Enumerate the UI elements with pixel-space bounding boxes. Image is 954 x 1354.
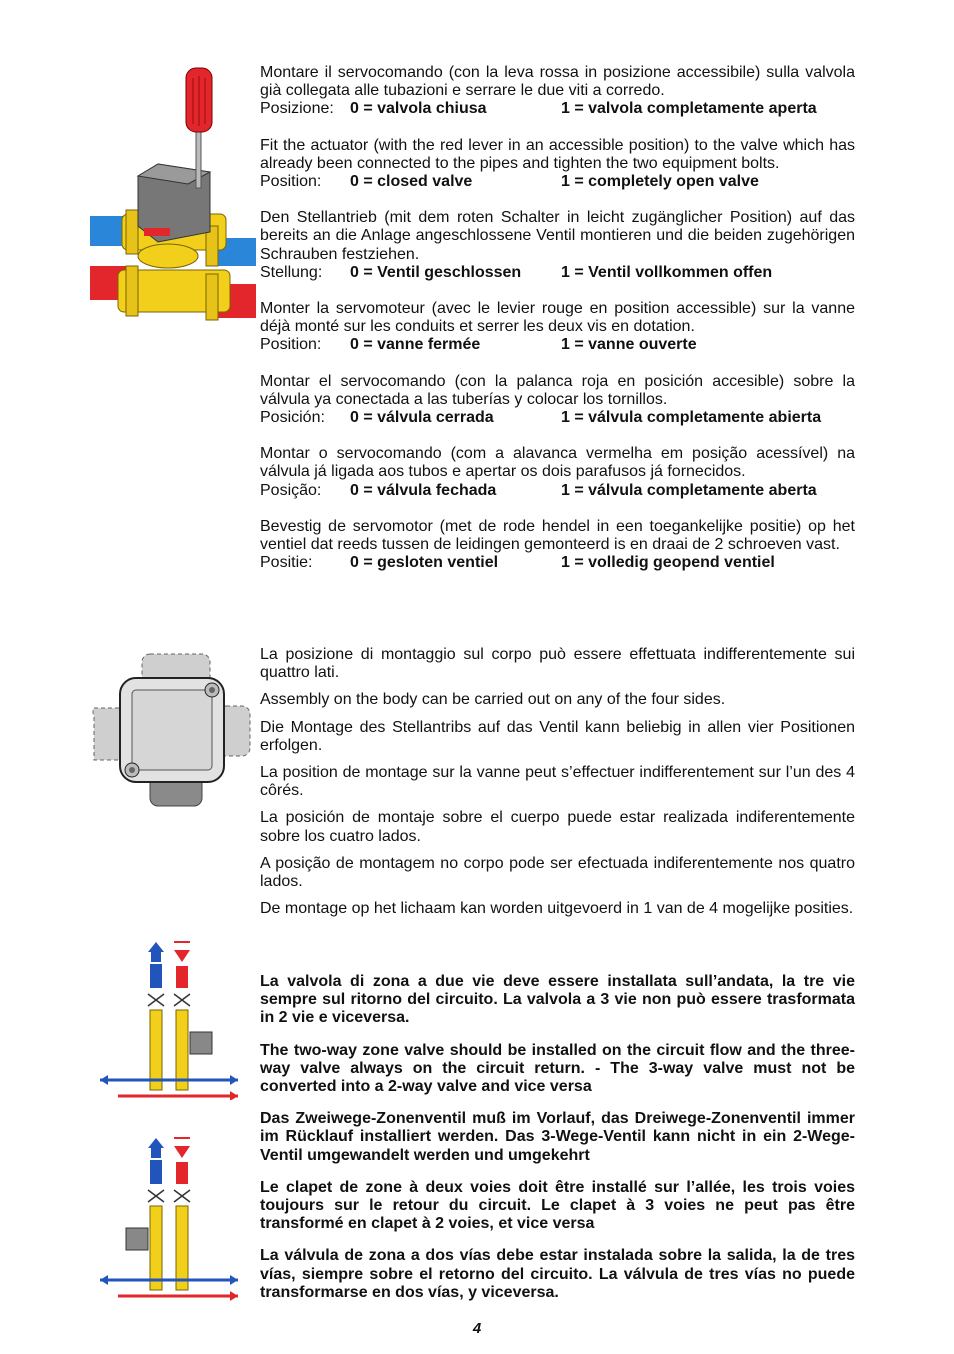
position-label: Positie:	[260, 554, 313, 572]
valve-actuator-illustration	[88, 66, 260, 328]
instruction-nl	[260, 518, 855, 573]
paragraph-de: Die Montage des Stellantribs auf das Ventil kann beliebig in allen vier Positionen erfolgen.	[260, 718, 855, 754]
position-1: 1 = válvula completamente aberta	[561, 481, 817, 499]
instruction-de	[260, 209, 855, 282]
zone-valve-diagram-3way	[98, 1136, 240, 1306]
position-legend	[260, 336, 855, 354]
mounting-positions-text	[260, 646, 855, 927]
instruction-pt	[260, 445, 855, 500]
position-1: 1 = completely open valve	[561, 173, 759, 191]
position-0: 0 = gesloten ventiel	[350, 554, 499, 572]
instruction-text: Den Stellantrieb (mit dem roten Schalter in leicht zugänglicher Position) auf das bereits an die Anlage angeschlossene Ventil montieren und die beiden zugehörigen Schrauben festziehen.	[260, 209, 855, 263]
instruction-text: Fit the actuator (with the red lever in an accessible position) to the valve which has already been connected to the pipes and tighten the two equipment bolts.	[260, 136, 855, 172]
position-label: Position:	[260, 336, 322, 354]
zone-valve-notes	[260, 973, 855, 1316]
instruction-fr	[260, 300, 855, 355]
position-1: 1 = valvola completamente aperta	[561, 100, 817, 118]
zone-valve-diagram-2way	[98, 940, 240, 1100]
note-en: The two-way zone valve should be installed on the circuit flow and the three-way valve always on the circuit return. - The 3-way valve must not be converted into a 2-way valve and vice versa	[260, 1041, 855, 1096]
paragraph-en: Assembly on the body can be carried out on any of the four sides.	[260, 691, 726, 709]
instruction-it	[260, 64, 855, 119]
position-legend	[260, 409, 855, 427]
position-0: 0 = closed valve	[350, 173, 473, 191]
note-fr: Le clapet de zone à deux voies doit être installé sur l’allée, les trois voies toujours sur le retour du circuit. Le clapet à 3 voies ne peut pas être transformé en clapet à 2 voies, et vice versa	[260, 1178, 855, 1233]
position-0: 0 = válvula fechada	[350, 481, 497, 499]
position-0: 0 = Ventil geschlossen	[350, 263, 522, 281]
position-legend	[260, 264, 855, 282]
page-number: 4	[472, 1320, 482, 1337]
position-0: 0 = válvula cerrada	[350, 409, 494, 427]
position-label: Position:	[260, 173, 322, 191]
mounting-positions-illustration	[92, 650, 252, 812]
instruction-text: Montar o servocomando (com a alavanca vermelha em posição acessível) na válvula já ligada aos tubos e apertar os dois parafusos já fornecidos.	[260, 445, 855, 481]
paragraph-pt: A posição de montagem no corpo pode ser efectuada indiferentemente nos quatro lados.	[260, 854, 855, 891]
position-label: Posição:	[260, 481, 322, 499]
instruction-text: Montare il servocomando (con la leva rossa in posizione accessibile) sulla valvola già collegata alle tubazioni e serrare le due viti a corredo.	[260, 64, 855, 100]
note-de: Das Zweiwege-Zonenventil muß im Vorlauf, das Dreiwege-Zonenventil immer im Rücklauf installiert werden. Das 3-Wege-Ventil kann nicht in ein 2-Wege-Ventil umgewandelt werden und umgekehrt	[260, 1110, 855, 1164]
paragraph-es: La posición de montaje sobre el cuerpo puede estar realizada indiferentemente sobre los cuatro lados.	[260, 809, 855, 845]
paragraph-it: La posizione di montaggio sul corpo può essere effettuata indifferentemente sui quattro lati.	[260, 646, 855, 682]
instruction-text: Montar el servocomando (con la palanca roja en posición accesible) sobre la válvula ya conectada a las tuberías y colocar los tornillos.	[260, 372, 855, 408]
note-es: La válvula de zona a dos vías debe estar instalada sobre la salida, la de tres vías, siempre sobre el retorno del circuito. La válvula de tres vías no puede transformarse en dos vías, y viceversa.	[260, 1247, 855, 1301]
instruction-es	[260, 373, 855, 428]
position-1: 1 = Ventil vollkommen offen	[561, 263, 773, 281]
position-0: 0 = vanne fermée	[350, 336, 481, 354]
instruction-text: Monter la servomoteur (avec le levier rouge en position accessible) sur la vanne déjà monté sur les conduits et serrer les deux vis en dotation.	[260, 300, 855, 336]
position-label: Posición:	[260, 409, 325, 427]
installation-instructions	[260, 64, 855, 572]
position-legend	[260, 554, 855, 572]
position-label: Posizione:	[260, 100, 334, 118]
position-1: 1 = volledig geopend ventiel	[561, 554, 775, 572]
instruction-text: Bevestig de servomotor (met de rode hendel in een toegankelijke positie) op het ventiel dat reeds tussen de leidingen gemonteerd is en draai de 2 schroeven vast.	[260, 517, 855, 554]
paragraph-fr: La position de montage sur la vanne peut s’effectuer indifferentement sur l’un des 4 côrés.	[260, 764, 855, 800]
paragraph-nl: De montage op het lichaam kan worden uitgevoerd in 1 van de 4 mogelijke posities.	[260, 900, 854, 918]
instruction-en	[260, 137, 855, 192]
position-1: 1 = válvula completamente abierta	[561, 409, 822, 427]
position-legend	[260, 482, 855, 500]
position-1: 1 = vanne ouverte	[561, 336, 697, 354]
position-legend	[260, 173, 855, 191]
position-0: 0 = valvola chiusa	[350, 100, 487, 118]
position-legend	[260, 100, 855, 118]
position-label: Stellung:	[260, 263, 323, 281]
note-it: La valvola di zona a due vie deve essere installata sull’andata, la tre vie sempre sul ritorno del circuito. La valvola a 3 vie non può essere trasformata in 2 vie e viceversa.	[260, 973, 855, 1027]
